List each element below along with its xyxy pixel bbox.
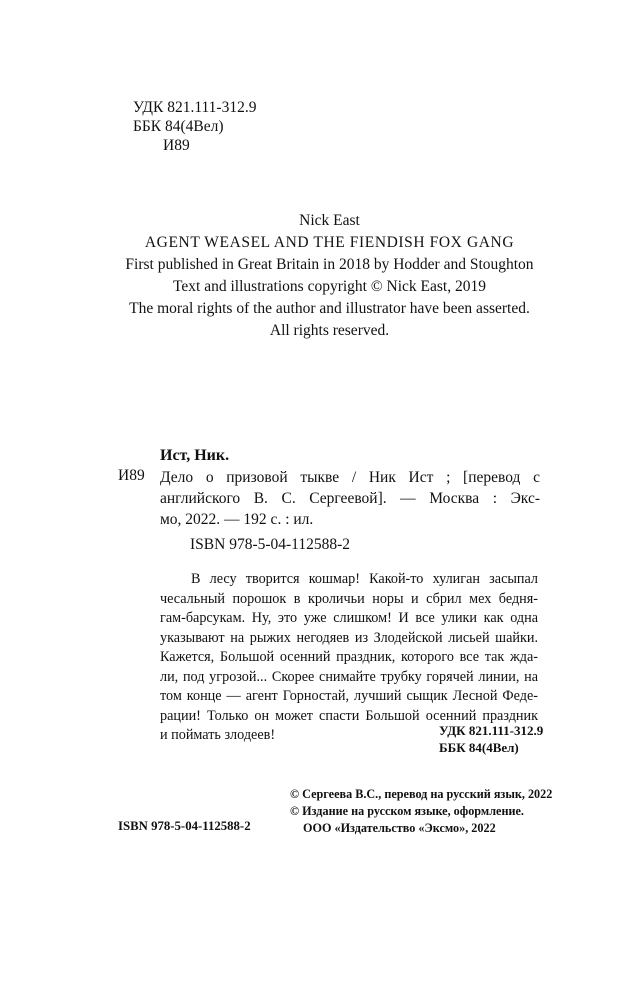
- original-edition-info: [0, 210, 619, 342]
- translation-copyright: © Сергеева В.С., перевод на русский язык, 2022: [290, 787, 553, 801]
- catalog-author-heading: Ист, Ник.: [160, 447, 230, 464]
- annotation-line: гам-барсукам. Ну, это уже слишком! И все улики как одна: [160, 610, 538, 626]
- original-author: Nick East: [299, 212, 360, 229]
- edition-copyright-line1: © Издание на русском языке, оформление.: [290, 804, 524, 818]
- author-index-code: И89: [163, 137, 190, 154]
- annotation-line: указывают на рыжих негодяев из Злодейской лисьей шайки.: [160, 629, 538, 646]
- bbk-code-bottom: ББК 84(4Вел): [439, 740, 519, 755]
- isbn-bottom: ISBN 978-5-04-112588-2: [118, 819, 251, 833]
- all-rights-line: All rights reserved.: [269, 322, 390, 339]
- classification-codes-bottom: [439, 722, 543, 756]
- original-title: AGENT WEASEL AND THE FIENDISH FOX GANG: [144, 234, 515, 251]
- catalog-line: Дело о призовой тыкве / Ник Ист ; [перевод с: [160, 469, 540, 486]
- annotation-line: том конце — агент Горностай, лучший сыщик Лесной Феде-: [160, 688, 538, 704]
- bbk-code: ББК 84(4Вел): [133, 118, 224, 135]
- udk-code: УДК 821.111-312.9: [133, 99, 257, 116]
- catalog-line: английского В. С. Сергеевой]. — Москва : Экс-: [160, 490, 540, 507]
- annotation-line: рации! Только он может спасти Большой осенний праздник: [160, 707, 538, 724]
- annotation-line: В лесу творится кошмар! Какой-то хулиган засыпал: [191, 571, 538, 587]
- annotation-paragraph: [160, 570, 538, 746]
- copyright-line: Text and illustrations copyright © Nick East, 2019: [173, 278, 486, 295]
- classification-codes-top: [133, 98, 256, 155]
- annotation-line: чесальный порошок в кроличьи норы и сбрил мех бедня-: [160, 590, 538, 607]
- first-published-line: First published in Great Britain in 2018 by Hodder and Stoughton: [125, 256, 534, 273]
- moral-rights-line: The moral rights of the author and illustrator have been asserted.: [129, 300, 530, 317]
- catalog-isbn: ISBN 978-5-04-112588-2: [190, 536, 351, 553]
- annotation-line: Кажется, Большой осенний праздник, которого все так жда-: [160, 649, 538, 665]
- udk-code-bottom: УДК 821.111-312.9: [439, 723, 544, 738]
- copyright-block: [290, 786, 552, 837]
- catalog-index-code: И89: [118, 467, 145, 484]
- edition-copyright-line2: ООО «Издательство «Эксмо», 2022: [303, 821, 496, 835]
- annotation-line: ли, под угрозой... Скорее снимайте трубку горячей линии, на: [160, 668, 538, 685]
- catalog-line: мо, 2022. — 192 с. : ил.: [160, 511, 314, 528]
- annotation-line: и поймать злодеев!: [160, 727, 276, 743]
- catalog-description: [160, 467, 540, 530]
